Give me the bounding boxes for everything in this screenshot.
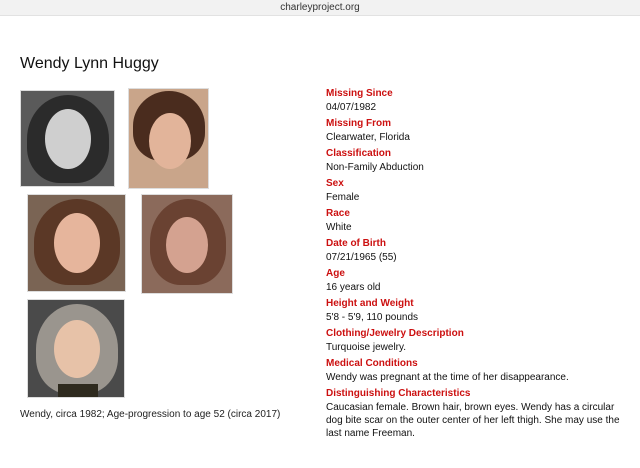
value-date-of-birth: 07/21/1965 (55) (326, 252, 397, 263)
value-distinguishing-characteristics: Caucasian female. Brown hair, brown eyes. Wendy has a circular dog bite scar on the outer center of her left thigh. She may use the last name Freeman. (326, 402, 620, 439)
photo-age-progression-2017[interactable] (27, 299, 125, 398)
photo-1982-glasses[interactable] (27, 194, 126, 292)
value-height-weight: 5'8 - 5'9, 110 pounds (326, 312, 419, 323)
label-height-weight: Height and Weight (326, 298, 414, 309)
label-distinguishing-characteristics: Distinguishing Characteristics (326, 388, 471, 399)
url-text: charleyproject.org (280, 2, 360, 13)
value-missing-since: 04/07/1982 (326, 102, 377, 113)
value-age: 16 years old (326, 282, 381, 293)
value-medical-conditions: Wendy was pregnant at the time of her disappearance. (326, 372, 569, 383)
label-date-of-birth: Date of Birth (326, 238, 386, 249)
label-missing-from: Missing From (326, 118, 392, 129)
value-clothing-jewelry: Turquoise jewelry. (326, 342, 407, 353)
page-title: Wendy Lynn Huggy (20, 55, 159, 72)
photo-1982-smiling[interactable] (128, 88, 209, 189)
label-race: Race (326, 208, 350, 219)
label-clothing-jewelry: Clothing/Jewelry Description (326, 328, 464, 339)
photo-1982-black-white[interactable] (20, 90, 115, 187)
label-medical-conditions: Medical Conditions (326, 358, 418, 369)
label-classification: Classification (326, 148, 392, 159)
browser-url-bar[interactable] (0, 0, 640, 16)
value-race: White (326, 222, 352, 233)
label-sex: Sex (326, 178, 344, 189)
photo-1982-eyes-closed[interactable] (141, 194, 233, 294)
label-age: Age (326, 268, 345, 279)
value-classification: Non-Family Abduction (326, 162, 424, 173)
label-missing-since: Missing Since (326, 88, 393, 99)
value-sex: Female (326, 192, 360, 203)
photo-caption: Wendy, circa 1982; Age-progression to age 52 (circa 2017) (20, 409, 281, 420)
value-missing-from: Clearwater, Florida (326, 132, 410, 143)
